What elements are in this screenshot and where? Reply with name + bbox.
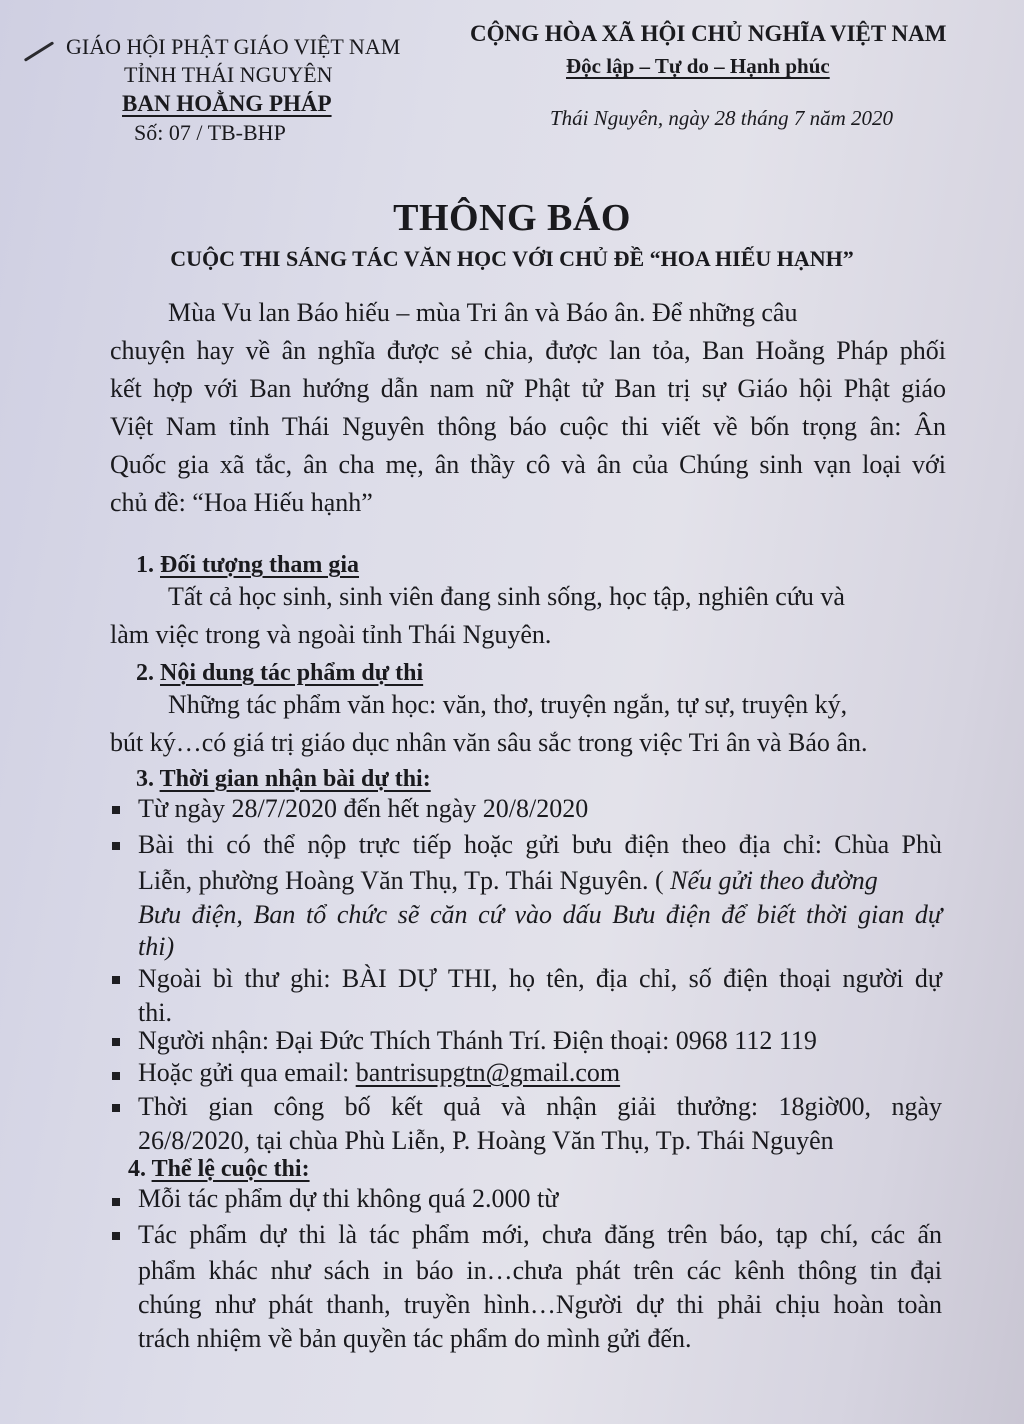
national-motto bbox=[566, 54, 830, 79]
bullet-icon bbox=[112, 806, 120, 814]
section-4-bullet-2-line-2: phẩm khác như sách in báo in…chưa phát trên các kênh thông tin đại bbox=[138, 1256, 942, 1285]
address-text: Liễn, phường Hoàng Văn Thụ, Tp. Thái Nguyên. ( bbox=[138, 866, 671, 895]
section-4-bullet-2-line-3: chúng như phát thanh, truyền hình…Người dự thi phải chịu hoàn toàn bbox=[138, 1290, 942, 1319]
section-3-bullet-2-line-4: thi) bbox=[138, 932, 175, 961]
section-2-title: Nội dung tác phẩm dự thi bbox=[160, 660, 424, 686]
intro-line-6: chủ đề: “Hoa Hiếu hạnh” bbox=[110, 488, 373, 517]
intro-line-1: Mùa Vu lan Báo hiếu – mùa Tri ân và Báo ân. Để những câu bbox=[168, 298, 798, 327]
intro-line-4: Việt Nam tỉnh Thái Nguyên thông báo cuộc thi viết về bốn trọng ân: Ân bbox=[110, 412, 946, 441]
section-2-line-2: bút ký…có giá trị giáo dục nhân văn sâu sắc trong việc Tri ân và Báo ân. bbox=[110, 728, 868, 757]
org-province: TỈNH THÁI NGUYÊN bbox=[124, 62, 333, 87]
section-3-title: Thời gian nhận bài dự thi: bbox=[159, 766, 431, 792]
intro-line-2: chuyện hay về ân nghĩa được sẻ chia, được lan tỏa, Ban Hoằng Pháp phối bbox=[110, 336, 946, 365]
page-title: THÔNG BÁO bbox=[393, 197, 631, 239]
section-4-number: 4. bbox=[128, 1156, 146, 1182]
section-3-bullet-6-line-1: Thời gian công bố kết quả và nhận giải thưởng: 18giờ00, ngày bbox=[138, 1092, 942, 1121]
section-1-line-1: Tất cả học sinh, sinh viên đang sinh sống, học tập, nghiên cứu và bbox=[168, 582, 845, 611]
section-1-title: Đối tượng tham gia bbox=[160, 552, 360, 578]
section-3-bullet-3-line-1: Ngoài bì thư ghi: BÀI DỰ THI, họ tên, địa chỉ, số điện thoại người dự bbox=[138, 964, 942, 993]
org-department-label: BAN HOẰNG PHÁP bbox=[122, 91, 332, 116]
intro-line-5: Quốc gia xã tắc, ân cha mẹ, ân thầy cô và ân của Chúng sinh vạn loại với bbox=[110, 450, 946, 479]
email-link[interactable]: bantrisupgtn@gmail.com bbox=[355, 1058, 621, 1087]
postal-note: Nếu gửi theo đường bbox=[670, 866, 878, 895]
page-subtitle: CUỘC THI SÁNG TÁC VĂN HỌC VỚI CHỦ ĐỀ “HOA HIẾU HẠNH” bbox=[170, 246, 854, 271]
bullet-icon bbox=[112, 1072, 120, 1080]
org-department bbox=[122, 92, 332, 115]
document-date: Thái Nguyên, ngày 28 tháng 7 năm 2020 bbox=[550, 106, 893, 130]
section-4-heading bbox=[128, 1156, 310, 1183]
intro-line-3: kết hợp với Ban hướng dẫn nam nữ Phật tử Ban trị sự Giáo hội Phật giáo bbox=[110, 374, 946, 403]
pen-mark-icon bbox=[24, 41, 54, 62]
email-label: Hoặc gửi qua email: bbox=[138, 1058, 356, 1087]
bullet-icon bbox=[112, 842, 120, 850]
section-4-bullet-2-line-4: trách nhiệm về bản quyền tác phẩm do mình gửi đến. bbox=[138, 1324, 692, 1353]
national-title: CỘNG HÒA XÃ HỘI CHỦ NGHĨA VIỆT NAM bbox=[470, 21, 947, 46]
section-1-number: 1. bbox=[136, 552, 154, 578]
section-3-number: 3. bbox=[136, 766, 154, 792]
bullet-icon bbox=[112, 1198, 120, 1206]
section-3-bullet-2-line-2 bbox=[138, 862, 878, 900]
section-3-bullet-5 bbox=[138, 1054, 620, 1092]
section-3-bullet-2-line-1: Bài thi có thể nộp trực tiếp hoặc gửi bưu điện theo địa chỉ: Chùa Phù bbox=[138, 830, 942, 859]
section-3-bullet-2-line-3: Bưu điện, Ban tổ chức sẽ căn cứ vào dấu Bưu điện để biết thời gian dự bbox=[138, 900, 942, 929]
document-number: Số: 07 / TB-BHP bbox=[134, 120, 286, 145]
section-3-bullet-1: Từ ngày 28/7/2020 đến hết ngày 20/8/2020 bbox=[138, 794, 589, 823]
section-1-line-2: làm việc trong và ngoài tỉnh Thái Nguyên. bbox=[110, 620, 552, 649]
bullet-icon bbox=[112, 1232, 120, 1240]
bullet-icon bbox=[112, 1104, 120, 1112]
section-2-line-1: Những tác phẩm văn học: văn, thơ, truyện ngắn, tự sự, truyện ký, bbox=[168, 690, 848, 719]
section-2-heading bbox=[136, 660, 423, 687]
section-3-bullet-3-line-2: thi. bbox=[138, 998, 172, 1027]
section-3-bullet-6-line-2: 26/8/2020, tại chùa Phù Liễn, P. Hoàng Văn Thụ, Tp. Thái Nguyên bbox=[138, 1126, 834, 1155]
section-4-bullet-1: Mỗi tác phẩm dự thi không quá 2.000 từ bbox=[138, 1184, 559, 1213]
section-3-heading bbox=[136, 766, 431, 793]
section-3-bullet-4: Người nhận: Đại Đức Thích Thánh Trí. Điện thoại: 0968 112 119 bbox=[138, 1026, 817, 1055]
national-motto-text: Độc lập – Tự do – Hạnh phúc bbox=[566, 54, 830, 78]
section-2-number: 2. bbox=[136, 660, 154, 686]
bullet-icon bbox=[112, 1038, 120, 1046]
bullet-icon bbox=[112, 976, 120, 984]
section-4-title: Thể lệ cuộc thi: bbox=[151, 1156, 310, 1182]
org-name: GIÁO HỘI PHẬT GIÁO VIỆT NAM bbox=[66, 34, 401, 59]
section-4-bullet-2-line-1: Tác phẩm dự thi là tác phẩm mới, chưa đăng trên báo, tạp chí, các ấn bbox=[138, 1220, 942, 1249]
section-1-heading bbox=[136, 552, 359, 579]
